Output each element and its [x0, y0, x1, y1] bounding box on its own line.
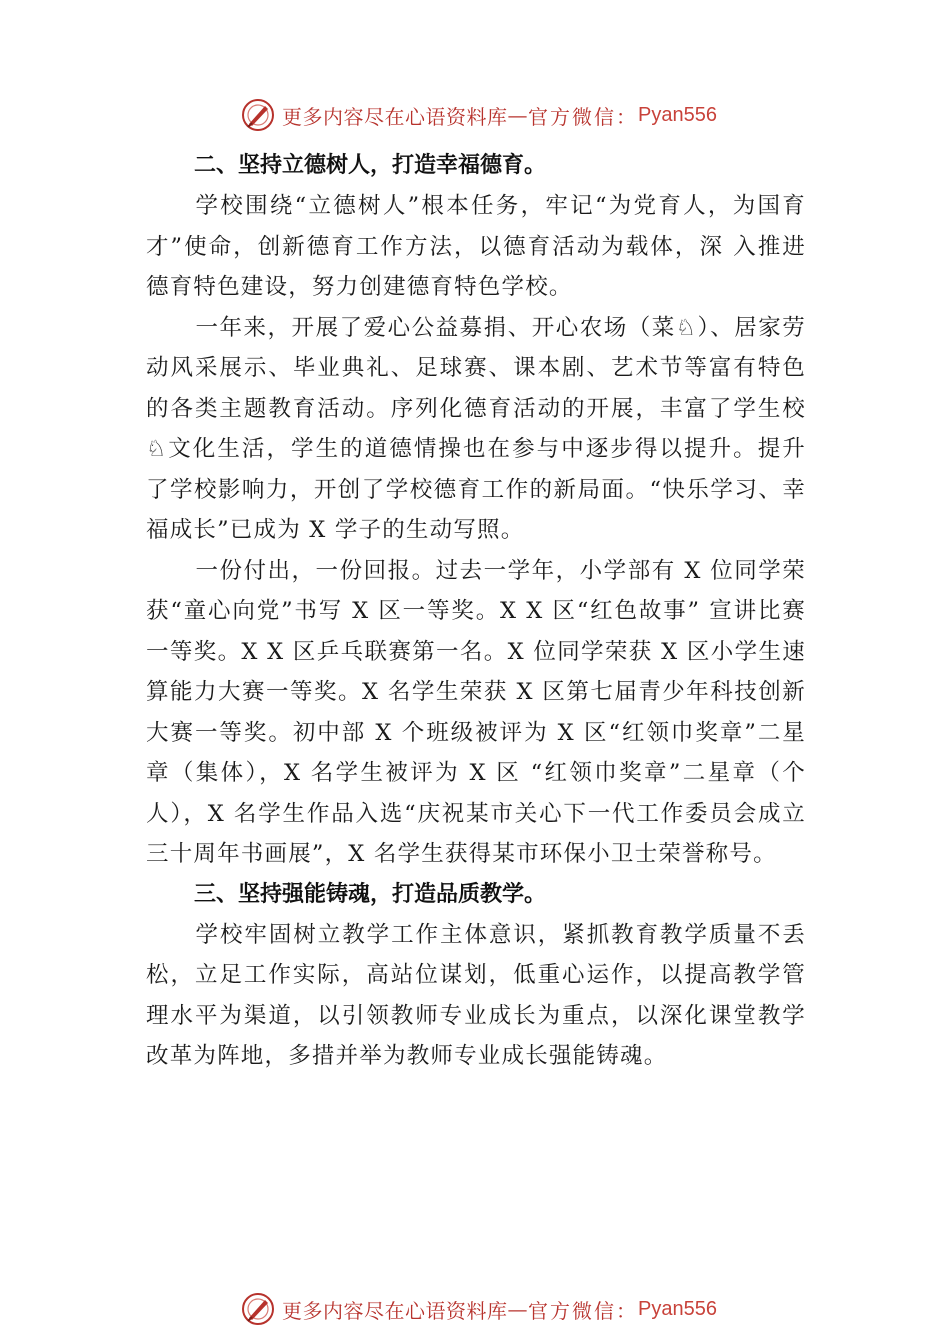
paragraph-teaching: 学校牢固树立教学工作主体意识，紧抓教育教学质量不丢松，立足工作实际，高站位谋划，低重心运作，以提高教学管理水平为渠道，以引领教师专业成长为重点，以深化课堂教学改革为阵地，多措并举为教师专业成长强能铸魂。	[146, 921, 806, 1069]
watermark-official-label: 官方微信：	[528, 1298, 638, 1323]
quill-logo-icon	[240, 1291, 276, 1327]
watermark-site-text: 更多内容尽在心语资料库	[282, 1298, 508, 1323]
paragraph-moral-mission: 学校围绕“立德树人”根本任务，牢记“为党育人，为国育才”使命，创新德育工作方法，以德育活动为载体，深 入推进德育特色建设，努力创建德育特色学校。	[146, 193, 806, 300]
header-watermark	[240, 95, 760, 135]
watermark-dash: —	[507, 1297, 528, 1321]
paragraph-moral-activities: 一年来，开展了爱心公益募捐、开心农场（菜♘）、居家劳动风采展示、毕业典礼、足球赛、课本剧、艺术节等富有特色的各类主题教育活动。序列化德育活动的开展，丰富了学生校♘文化生活，学生的道德情操也在参与中逐步得以提升。提升了学校影响力，开创了学校德育工作的新局面。“快乐学习、幸福成长”已成为 X 学子的生动写照。	[146, 314, 806, 543]
watermark-site-text: 更多内容尽在心语资料库	[282, 104, 508, 129]
section-heading-moral-education: 二、坚持立德树人，打造幸福德育。	[194, 153, 547, 178]
document-body	[146, 146, 806, 1077]
watermark-wechat-id: Pyan556	[638, 103, 717, 126]
watermark-wechat-id: Pyan556	[638, 1297, 717, 1320]
footer-watermark	[240, 1289, 760, 1329]
watermark-dash: —	[507, 103, 528, 127]
paragraph-awards: 一份付出，一份回报。过去一学年，小学部有 X 位同学荣获“童心向党”书写 X 区一等奖。X X 区“红色故事” 宣讲比赛一等奖。X X 区乒乓联赛第一名。X 位同学荣获 X 区小学生速算能力大赛一等奖。X 名学生荣获 X 区第七届青少年科技创新大赛一等奖。初中部 X 个班级被评为 X 区“红领巾奖章”二星章（集体），X 名学生被评为 X 区 “红领巾奖章”二星章（个人），X 名学生作品入选“庆祝某市关心下一代工作委员会成立三十周年书画展”，X 名学生获得某市环保小卫士荣誉称号。	[146, 557, 806, 867]
quill-logo-icon	[240, 97, 276, 133]
section-heading-quality-teaching: 三、坚持强能铸魂，打造品质教学。	[194, 881, 547, 907]
watermark-official-label: 官方微信：	[528, 104, 638, 129]
